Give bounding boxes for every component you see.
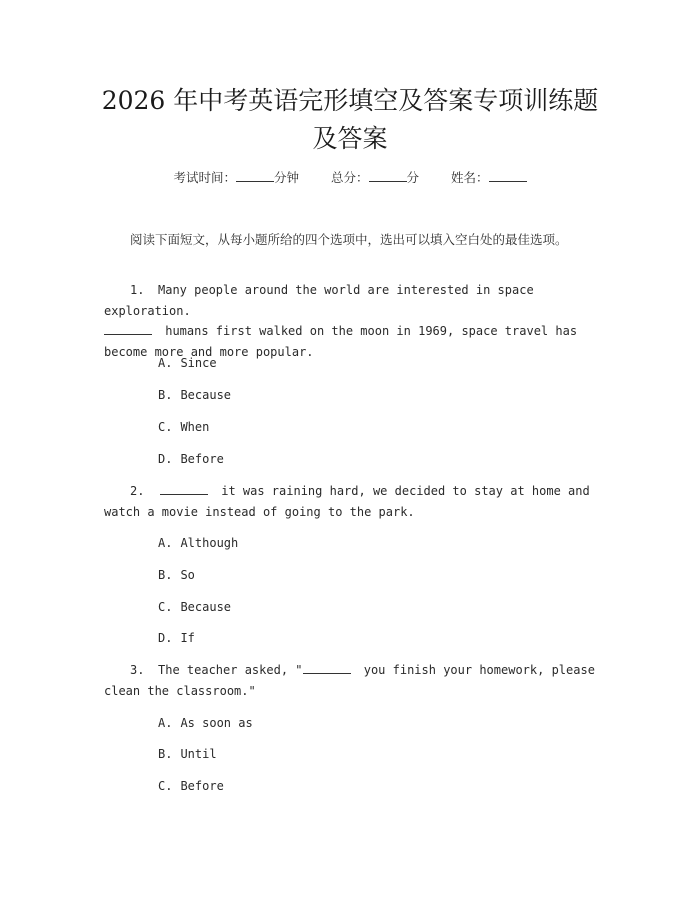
exam-name: [451, 170, 527, 185]
question-3-line-1: [104, 660, 602, 681]
exam-meta: [0, 168, 700, 186]
question-3-option-b[interactable]: [158, 746, 217, 762]
option-letter: B.: [158, 568, 173, 582]
exam-score-label: 总分：: [330, 170, 369, 185]
question-1-line-2: [104, 321, 602, 342]
option-text: Although: [180, 536, 239, 550]
question-3-line-2: clean the classroom.": [104, 683, 256, 698]
exam-score-unit: 分: [406, 170, 420, 185]
document-title: [60, 82, 640, 158]
question-1-line-3: become more and more popular.: [104, 344, 314, 359]
question-1-option-a[interactable]: [158, 355, 217, 371]
option-text: If: [180, 631, 195, 645]
question-3-option-c[interactable]: [158, 778, 224, 794]
title-line-1: 2026 年中考英语完形填空及答案专项训练题: [101, 86, 599, 115]
question-3-text-before: The teacher asked, ": [158, 663, 303, 677]
question-2-option-a[interactable]: [158, 535, 238, 551]
option-text: Before: [180, 779, 224, 793]
option-text: When: [180, 420, 210, 434]
question-2: [104, 481, 602, 522]
question-2-line-2: watch a movie instead of going to the park.: [104, 504, 415, 519]
option-letter: D.: [158, 631, 173, 645]
exam-time-label: 考试时间：: [173, 170, 236, 185]
question-1: [104, 280, 602, 362]
question-1-option-c[interactable]: [158, 419, 209, 435]
question-1-number: 1.: [130, 283, 145, 297]
question-1-option-b[interactable]: [158, 387, 231, 403]
option-letter: C.: [158, 779, 173, 793]
exam-time-blank: [236, 170, 274, 182]
option-letter: A.: [158, 356, 173, 370]
option-letter: B.: [158, 747, 173, 761]
option-text: Since: [180, 356, 217, 370]
option-text: So: [180, 568, 195, 582]
option-letter: C.: [158, 600, 173, 614]
exam-score-blank: [369, 170, 407, 182]
question-2-option-d[interactable]: [158, 630, 195, 646]
question-1-text-before: Many people around the world are interested in space exploration.: [104, 283, 534, 318]
instruction-text: 阅读下面短文，从每小题所给的四个选项中，选出可以填入空白处的最佳选项。: [130, 232, 568, 247]
exam-score: [331, 170, 419, 185]
option-letter: D.: [158, 452, 173, 466]
option-text: Because: [180, 388, 232, 402]
question-1-line-1: [104, 280, 602, 321]
option-letter: B.: [158, 388, 173, 402]
option-text: As soon as: [180, 716, 253, 730]
question-1-option-d[interactable]: [158, 451, 224, 467]
question-3-text-after: you finish your homework, please: [363, 663, 595, 677]
exam-time-unit: 分钟: [273, 170, 299, 185]
option-letter: A.: [158, 536, 173, 550]
question-2-number: 2.: [130, 484, 145, 498]
question-2-text-after: it was raining hard, we decided to stay at home and: [221, 484, 590, 498]
exam-name-label: 姓名：: [451, 170, 489, 185]
option-text: Because: [180, 600, 232, 614]
option-letter: C.: [158, 420, 173, 434]
option-text: Until: [180, 747, 217, 761]
question-3-number: 3.: [130, 663, 145, 677]
option-text: Before: [180, 452, 224, 466]
option-letter: A.: [158, 716, 173, 730]
question-1-text-after: humans first walked on the moon in 1969, space travel has: [165, 324, 578, 338]
exam-name-blank: [489, 170, 527, 182]
question-2-blank: [160, 482, 208, 495]
title-line-2: 及答案: [312, 124, 388, 153]
question-3-blank: [303, 661, 351, 674]
question-2-option-c[interactable]: [158, 599, 231, 615]
question-2-option-b[interactable]: [158, 567, 195, 583]
question-3: [104, 660, 602, 701]
question-1-blank: [104, 322, 152, 335]
exam-time: [173, 170, 299, 185]
question-2-line-1: [104, 481, 602, 502]
question-3-option-a[interactable]: [158, 715, 253, 731]
